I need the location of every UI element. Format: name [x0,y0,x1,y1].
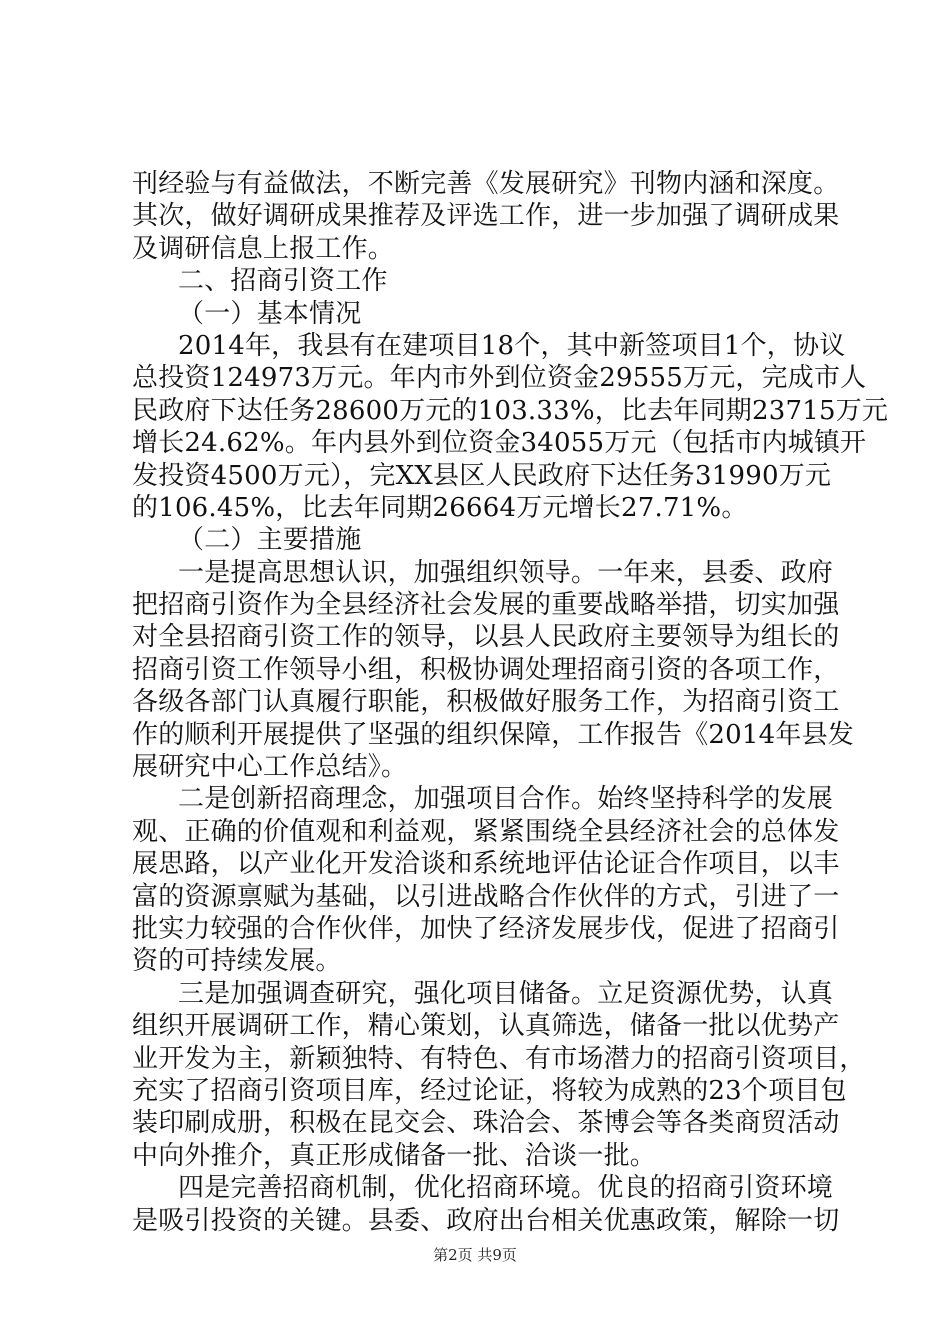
document-body [132,168,889,1237]
text-line: 的106.45%，比去年同期26664万元增长27.71%。 [132,492,748,523]
text-line: 四是完善招商机制，优化招商环境。优良的招商引资环境 [178,1173,834,1204]
text-line: 批实力较强的合作伙伴，加快了经济发展步伐，促进了招商引 [132,913,840,944]
text-line: 总投资124973万元。年内市外到位资金29555万元，完成市人 [132,363,867,394]
text-line: 增长24.62%。年内县外到位资金34055万元（包括市内城镇开 [132,428,867,459]
text-line: 观、正确的价值观和利益观，紧紧围绕全县经济社会的总体发 [132,816,840,847]
text-line: 展思路，以产业化开发洽谈和系统地评估论证合作项目，以丰 [132,849,840,880]
text-line: 刊经验与有益做法，不断完善《发展研究》刊物内涵和深度。 [132,169,840,199]
text-line: 展研究中心工作总结》。 [132,752,408,783]
text-line: 一是提高思想认识，加强组织领导。一年来，县委、政府 [178,557,834,588]
subsection-heading: （一）基本情况 [178,298,362,329]
text-line: 对全县招商引资工作的领导，以县人民政府主要领导为组长的 [132,622,840,653]
text-line: 把招商引资作为全县经济社会发展的重要战略举措，切实加强 [132,590,840,621]
text-line: 资的可持续发展。 [132,946,342,977]
text-line: 其次，做好调研成果推荐及评选工作，进一步加强了调研成果 [132,201,840,232]
text-line: 组织开展调研工作，精心策划，认真筛选，储备一批以优势产 [132,1011,840,1042]
text-line: 业开发为主，新颖独特、有特色、有市场潜力的招商引资项目， [132,1043,866,1074]
subsection-heading: （二）主要措施 [178,525,362,556]
text-line: 装印刷成册，积极在昆交会、珠洽会、茶博会等各类商贸活动 [132,1108,840,1139]
text-line: 富的资源禀赋为基础，以引进战略合作伙伴的方式，引进了一 [132,881,840,912]
text-line: 中向外推介，真正形成储备一批、洽谈一批。 [132,1140,657,1171]
text-line: 发投资4500万元），完XX县区人民政府下达任务31990万元 [132,460,832,491]
text-line: 2014年，我县有在建项目18个，其中新签项目1个，协议 [178,330,846,361]
text-line: 作的顺利开展提供了坚强的组织保障，工作报告《2014年县发 [132,719,854,750]
text-line: 各级各部门认真履行职能，积极做好服务工作，为招商引资工 [132,687,840,718]
text-line: 及调研信息上报工作。 [132,233,395,264]
text-line: 充实了招商引资项目库，经过论证，将较为成熟的23个项目包 [132,1075,847,1106]
text-line: 民政府下达任务28600万元的103.33%，比去年同期23715万元 [132,395,889,426]
text-line: 是吸引投资的关键。县委、政府出台相关优惠政策，解除一切 [132,1205,840,1236]
section-heading: 二、招商引资工作 [178,266,388,297]
text-line: 三是加强调查研究，强化项目储备。立足资源优势，认真 [178,978,834,1009]
text-line: 招商引资工作领导小组，积极协调处理招商引资的各项工作， [132,654,840,685]
text-line: 二是创新招商理念，加强项目合作。始终坚持科学的发展 [178,784,834,815]
page-number-footer: 第2页 共9页 [433,1246,517,1264]
